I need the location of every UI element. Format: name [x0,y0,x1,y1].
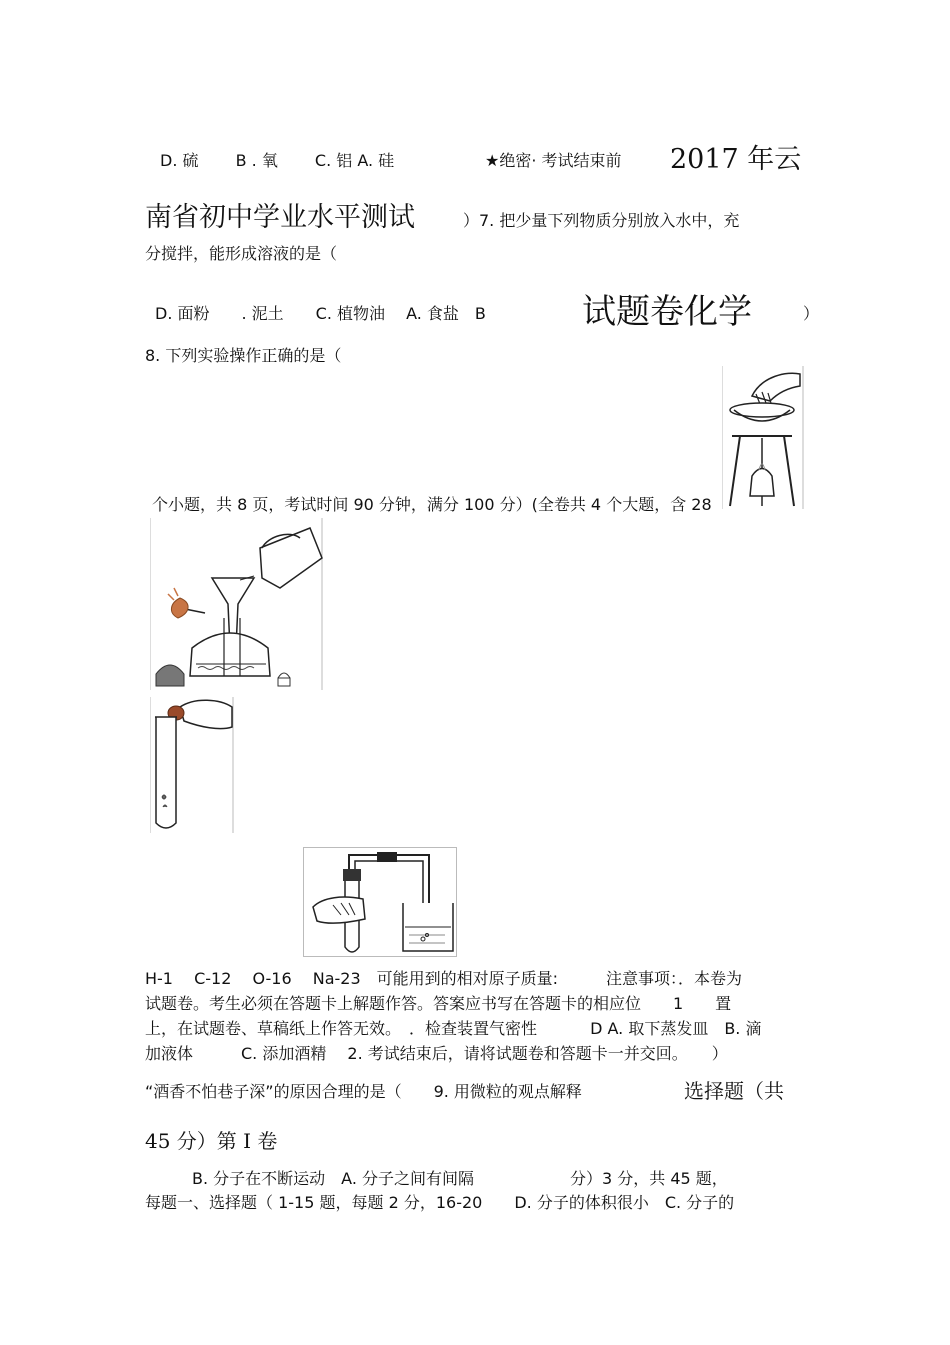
notes-line-2: 试题卷。考生必须在答题卡上解题作答。答案应书写在答题卡的相应位 1 置 [145,994,732,1013]
exam-subject-title: 试题卷化学 [582,292,752,332]
exam-info: 个小题，共 8 页，考试时间 90 分钟，满分 100 分）(全卷共 4 个大题，含 28 [152,495,712,514]
question-7-stem: ）7. 把少量下列物质分别放入水中，充 [463,211,740,230]
airtightness-check-figure [303,847,457,957]
confidential-notice: ★绝密· 考试结束前 [485,151,622,170]
dropper-test-tube-figure [150,697,234,833]
exam-title-part-2: 南省初中学业水平测试 [145,202,415,233]
notes-line-4: 加液体 C. 添加酒精 2. 考试结束后，请将试题卷和答题卡一并交回。 ） [145,1044,728,1063]
notes-line-1: H-1 C-12 O-16 Na-23 可能用到的相对原子质量: 注意事项：．本卷为 [145,969,743,988]
question-9-stem: “酒香不怕巷子深”的原因合理的是（ 9. 用微粒的观点解释 [145,1082,582,1101]
question-9-options-1: B. 分子在不断运动 A. 分子之间有间隔 分）3 分，共 45 题， [192,1169,728,1188]
question-8-stem: 8. 下列实验操作正确的是（ [145,346,342,365]
question-7-stem-cont: 分搅拌，能形成溶液的是（ [145,244,338,263]
question-9-options-2: 每题一、选择题（ 1-15 题，每题 2 分，16-20 D. 分子的体积很小 C. 分子的 [145,1193,735,1212]
notes-line-3: 上，在试题卷、草稿纸上作答无效。 ．检查装置气密性 D A. 取下蒸发皿 B. 滴 [145,1019,762,1038]
evaporating-dish-figure [722,366,804,509]
question-7-paren: ） [803,304,820,323]
section-title-part-1: 选择题（共 [684,1079,784,1103]
section-title-part-2: 45 分）第 I 卷 [145,1129,278,1153]
question-6-options: D. 硫 B . 氧 C. 铝 A. 硅 [160,151,395,170]
alcohol-lamp-figure [150,518,323,690]
question-7-options: D. 面粉 . 泥土 C. 植物油 A. 食盐 B [155,304,486,323]
exam-title-part-1: 2017 年云 [670,144,802,175]
